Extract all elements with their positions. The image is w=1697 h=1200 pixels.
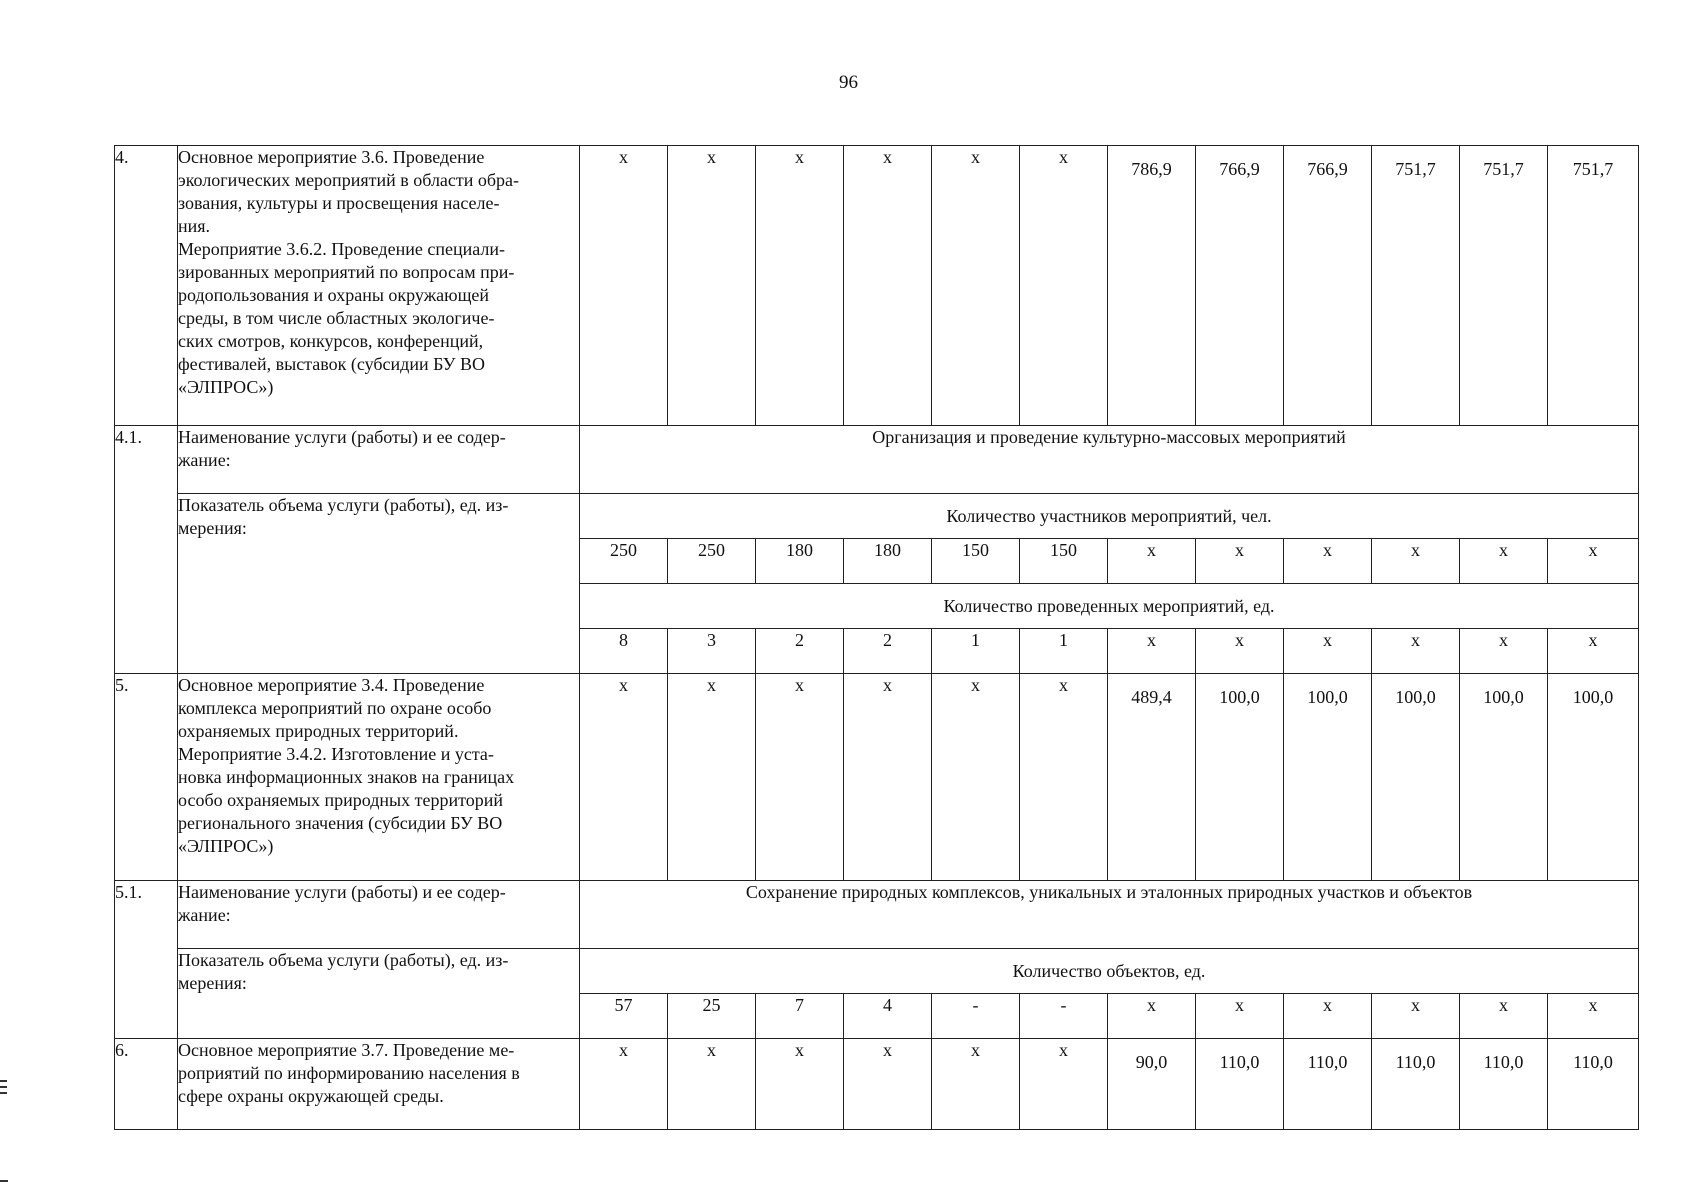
value-cell: 2 bbox=[844, 629, 932, 674]
value-cell: 489,4 bbox=[1108, 674, 1196, 881]
value-cell: 110,0 bbox=[1372, 1039, 1460, 1130]
page-number: 96 bbox=[839, 72, 858, 93]
value-cell: 751,7 bbox=[1460, 146, 1548, 426]
service-name: Организация и проведение культурно-массовых мероприятий bbox=[580, 426, 1639, 494]
value-cell: x bbox=[1284, 539, 1372, 584]
value-cell: x bbox=[1284, 994, 1372, 1039]
value-cell: 100,0 bbox=[1460, 674, 1548, 881]
service-label: Наименование услуги (работы) и ее содер- жание: bbox=[178, 881, 580, 949]
value-cell: x bbox=[580, 146, 668, 426]
indicator-name: Количество проведенных мероприятий, ед. bbox=[580, 584, 1639, 629]
row-description: Основное мероприятие 3.6. Проведение экологических мероприятий в области обра- зования, культуры и просвещения населе- ния. Мероприятие 3.6.2. Проведение специали- зированных мероприятий по вопросам при- родопользования и охраны окружающей среды, в том числе областных экологиче- ских смотров, конкурсов, конференций, фестивалей, выставок (субсидии БУ ВО «ЭЛПРОС») bbox=[178, 146, 580, 426]
value-cell: 1 bbox=[1020, 629, 1108, 674]
value-cell: x bbox=[932, 146, 1020, 426]
service-label: Наименование услуги (работы) и ее содер- жание: bbox=[178, 426, 580, 494]
value-cell: x bbox=[1548, 539, 1639, 584]
value-cell: x bbox=[1460, 629, 1548, 674]
value-cell: x bbox=[1460, 539, 1548, 584]
value-cell: x bbox=[1548, 629, 1639, 674]
table-row-5 bbox=[115, 674, 1639, 881]
row-number: 5. bbox=[115, 674, 178, 881]
margin-dash bbox=[0, 1180, 8, 1182]
value-cell: - bbox=[932, 994, 1020, 1039]
row-number: 6. bbox=[115, 1039, 178, 1130]
value-cell: 110,0 bbox=[1460, 1039, 1548, 1130]
value-cell: 7 bbox=[756, 994, 844, 1039]
value-cell: x bbox=[580, 1039, 668, 1130]
value-cell: x bbox=[1460, 994, 1548, 1039]
value-cell: x bbox=[1372, 539, 1460, 584]
value-cell: 766,9 bbox=[1284, 146, 1372, 426]
margin-marks bbox=[0, 1080, 8, 1098]
value-cell: 180 bbox=[756, 539, 844, 584]
indicator-label: Показатель объема услуги (работы), ед. из- мерения: bbox=[178, 494, 580, 674]
service-name: Сохранение природных комплексов, уникальных и эталонных природных участков и объектов bbox=[580, 881, 1639, 949]
value-cell: 3 bbox=[668, 629, 756, 674]
value-cell: x bbox=[1372, 994, 1460, 1039]
value-cell: x bbox=[844, 674, 932, 881]
value-cell: - bbox=[1020, 994, 1108, 1039]
value-cell: x bbox=[668, 1039, 756, 1130]
indicator-name: Количество участников мероприятий, чел. bbox=[580, 494, 1639, 539]
value-cell: 150 bbox=[932, 539, 1020, 584]
value-cell: 180 bbox=[844, 539, 932, 584]
value-cell: 100,0 bbox=[1548, 674, 1639, 881]
value-cell: x bbox=[580, 674, 668, 881]
row-description: Основное мероприятие 3.7. Проведение ме- роприятий по информированию населения в сфере охраны окружающей среды. bbox=[178, 1039, 580, 1130]
value-cell: x bbox=[844, 1039, 932, 1130]
indicator-label: Показатель объема услуги (работы), ед. из- мерения: bbox=[178, 949, 580, 1039]
value-cell: 766,9 bbox=[1196, 146, 1284, 426]
value-cell: x bbox=[932, 1039, 1020, 1130]
value-cell: x bbox=[1548, 994, 1639, 1039]
value-cell: x bbox=[756, 1039, 844, 1130]
value-cell: 150 bbox=[1020, 539, 1108, 584]
value-cell: x bbox=[1372, 629, 1460, 674]
value-cell: x bbox=[668, 146, 756, 426]
table-row-4-1-service bbox=[115, 426, 1639, 494]
table-row-4 bbox=[115, 146, 1639, 426]
table-row-6 bbox=[115, 1039, 1639, 1130]
data-table bbox=[114, 145, 1639, 1130]
value-cell: x bbox=[1108, 539, 1196, 584]
value-cell: 100,0 bbox=[1284, 674, 1372, 881]
row-number: 4.1. bbox=[115, 426, 178, 674]
value-cell: 100,0 bbox=[1372, 674, 1460, 881]
value-cell: 110,0 bbox=[1548, 1039, 1639, 1130]
value-cell: x bbox=[1108, 994, 1196, 1039]
table-row-4-1-indicator1-title bbox=[115, 494, 1639, 539]
value-cell: x bbox=[756, 674, 844, 881]
row-number: 4. bbox=[115, 146, 178, 426]
value-cell: 751,7 bbox=[1372, 146, 1460, 426]
value-cell: x bbox=[1284, 629, 1372, 674]
table-row-5-1-indicator1-title bbox=[115, 949, 1639, 994]
value-cell: x bbox=[756, 146, 844, 426]
value-cell: x bbox=[932, 674, 1020, 881]
value-cell: 786,9 bbox=[1108, 146, 1196, 426]
value-cell: x bbox=[1196, 994, 1284, 1039]
value-cell: 8 bbox=[580, 629, 668, 674]
value-cell: x bbox=[1196, 629, 1284, 674]
indicator-name: Количество объектов, ед. bbox=[580, 949, 1639, 994]
value-cell: 110,0 bbox=[1284, 1039, 1372, 1130]
table-row-5-1-service bbox=[115, 881, 1639, 949]
value-cell: x bbox=[1020, 1039, 1108, 1130]
value-cell: 1 bbox=[932, 629, 1020, 674]
value-cell: 57 bbox=[580, 994, 668, 1039]
value-cell: x bbox=[1020, 674, 1108, 881]
value-cell: 2 bbox=[756, 629, 844, 674]
value-cell: x bbox=[1108, 629, 1196, 674]
value-cell: 110,0 bbox=[1196, 1039, 1284, 1130]
value-cell: x bbox=[1196, 539, 1284, 584]
value-cell: 250 bbox=[668, 539, 756, 584]
value-cell: x bbox=[668, 674, 756, 881]
value-cell: 250 bbox=[580, 539, 668, 584]
value-cell: 751,7 bbox=[1548, 146, 1639, 426]
value-cell: x bbox=[844, 146, 932, 426]
row-description: Основное мероприятие 3.4. Проведение комплекса мероприятий по охране особо охраняемых природных территорий. Мероприятие 3.4.2. Изготовление и уста- новка информационных знаков на границах особо охраняемых природных территорий регионального значения (субсидии БУ ВО «ЭЛПРОС») bbox=[178, 674, 580, 881]
row-number: 5.1. bbox=[115, 881, 178, 1039]
value-cell: 4 bbox=[844, 994, 932, 1039]
value-cell: 100,0 bbox=[1196, 674, 1284, 881]
value-cell: 25 bbox=[668, 994, 756, 1039]
value-cell: x bbox=[1020, 146, 1108, 426]
value-cell: 90,0 bbox=[1108, 1039, 1196, 1130]
